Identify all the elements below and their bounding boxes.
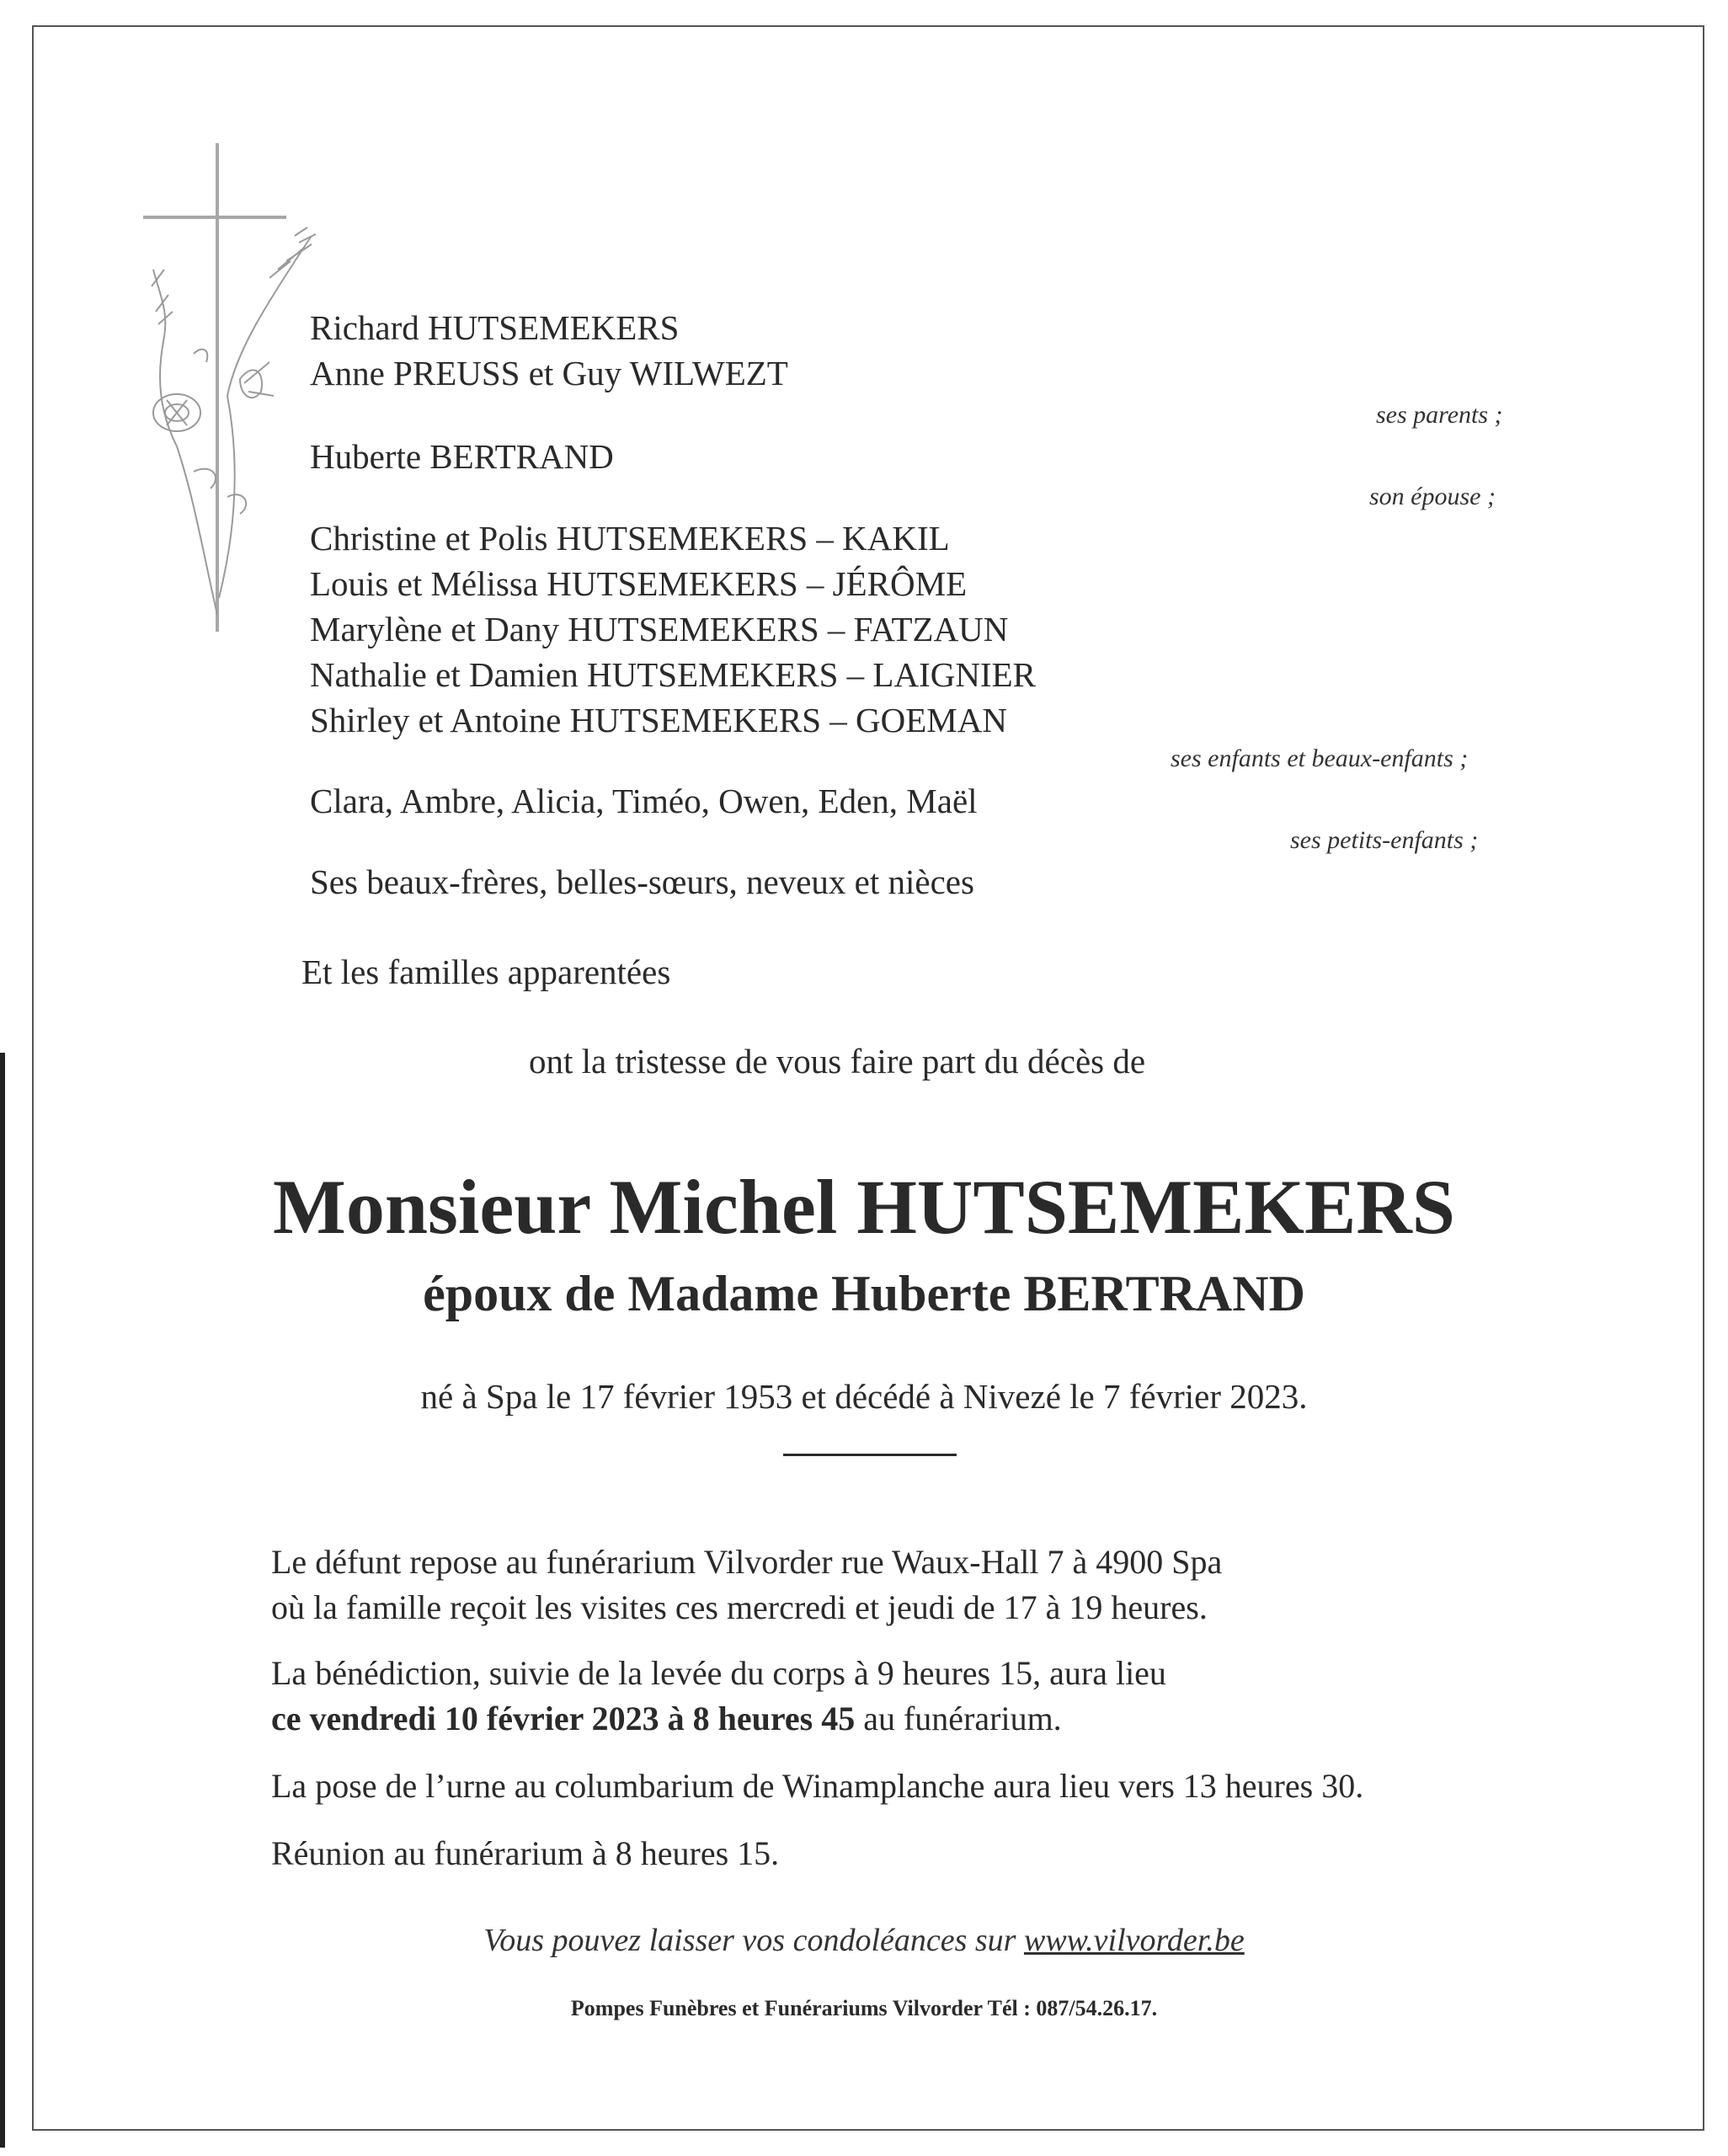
deceased-name: Monsieur Michel HUTSEMEKERS: [273, 1164, 1455, 1250]
condolence-line: [0, 1922, 1728, 1959]
parent-name: Anne PREUSS et Guy WILWEZT: [310, 354, 788, 392]
child-name: Louis et Mélissa HUTSEMEKERS – JÉRÔME: [310, 564, 968, 603]
announcement-line: ont la tristesse de vous faire part du décès de: [529, 1042, 1146, 1081]
urn-line: La pose de l’urne au columbarium de Winamplanche aura lieu vers 13 heures 30.: [271, 1767, 1364, 1805]
blessing-date: ce vendredi 10 février 2023 à 8 heures 45: [271, 1700, 856, 1737]
blessing-line: La bénédiction, suivie de la levée du corps à 9 heures 15, aura lieu: [271, 1654, 1166, 1692]
deceased-spouse-line: époux de Madame Huberte BERTRAND: [423, 1266, 1305, 1321]
child-name: Marylène et Dany HUTSEMEKERS – FATZAUN: [310, 610, 1009, 648]
visit-line: Le défunt repose au funérarium Vilvorder rue Waux-Hall 7 à 4900 Spa: [271, 1543, 1223, 1581]
child-name: Nathalie et Damien HUTSEMEKERS – LAIGNIER: [310, 655, 1036, 694]
parents-role: ses parents ;: [1376, 401, 1503, 429]
child-name: Christine et Polis HUTSEMEKERS – KAKIL: [310, 519, 950, 558]
spouse-name: Huberte BERTRAND: [310, 437, 614, 476]
in-laws-line: Ses beaux-frères, belles-sœurs, neveux et nièces: [310, 862, 974, 901]
funeral-home-footer: Pompes Funèbres et Funérariums Vilvorder Tél : 087/54.26.17.: [570, 1996, 1158, 2020]
birth-death-dates: né à Spa le 17 février 1953 et décédé à Nivezé le 7 février 2023.: [420, 1377, 1308, 1416]
meeting-line: Réunion au funérarium à 8 heures 15.: [271, 1834, 780, 1872]
grandchildren-role: ses petits-enfants ;: [1290, 826, 1479, 854]
blessing-place: au funérarium.: [855, 1700, 1062, 1737]
children-role: ses enfants et beaux-enfants ;: [1171, 744, 1469, 772]
child-name: Shirley et Antoine HUTSEMEKERS – GOEMAN: [310, 701, 1007, 739]
spouse-role: son épouse ;: [1369, 483, 1496, 510]
divider: [783, 1454, 957, 1456]
blessing-date-line: [271, 1696, 1062, 1742]
visit-line: où la famille reçoit les visites ces mercredi et jeudi de 17 à 19 heures.: [271, 1588, 1208, 1626]
parent-name: Richard HUTSEMEKERS: [310, 308, 680, 347]
condolence-text: Vous pouvez laisser vos condoléances sur: [483, 1923, 1024, 1958]
related-families-line: Et les familles apparentées: [301, 953, 671, 991]
condolence-link[interactable]: www.vilvorder.be: [1023, 1923, 1245, 1958]
grandchildren-names: Clara, Ambre, Alicia, Timéo, Owen, Eden, Maël: [310, 782, 978, 820]
